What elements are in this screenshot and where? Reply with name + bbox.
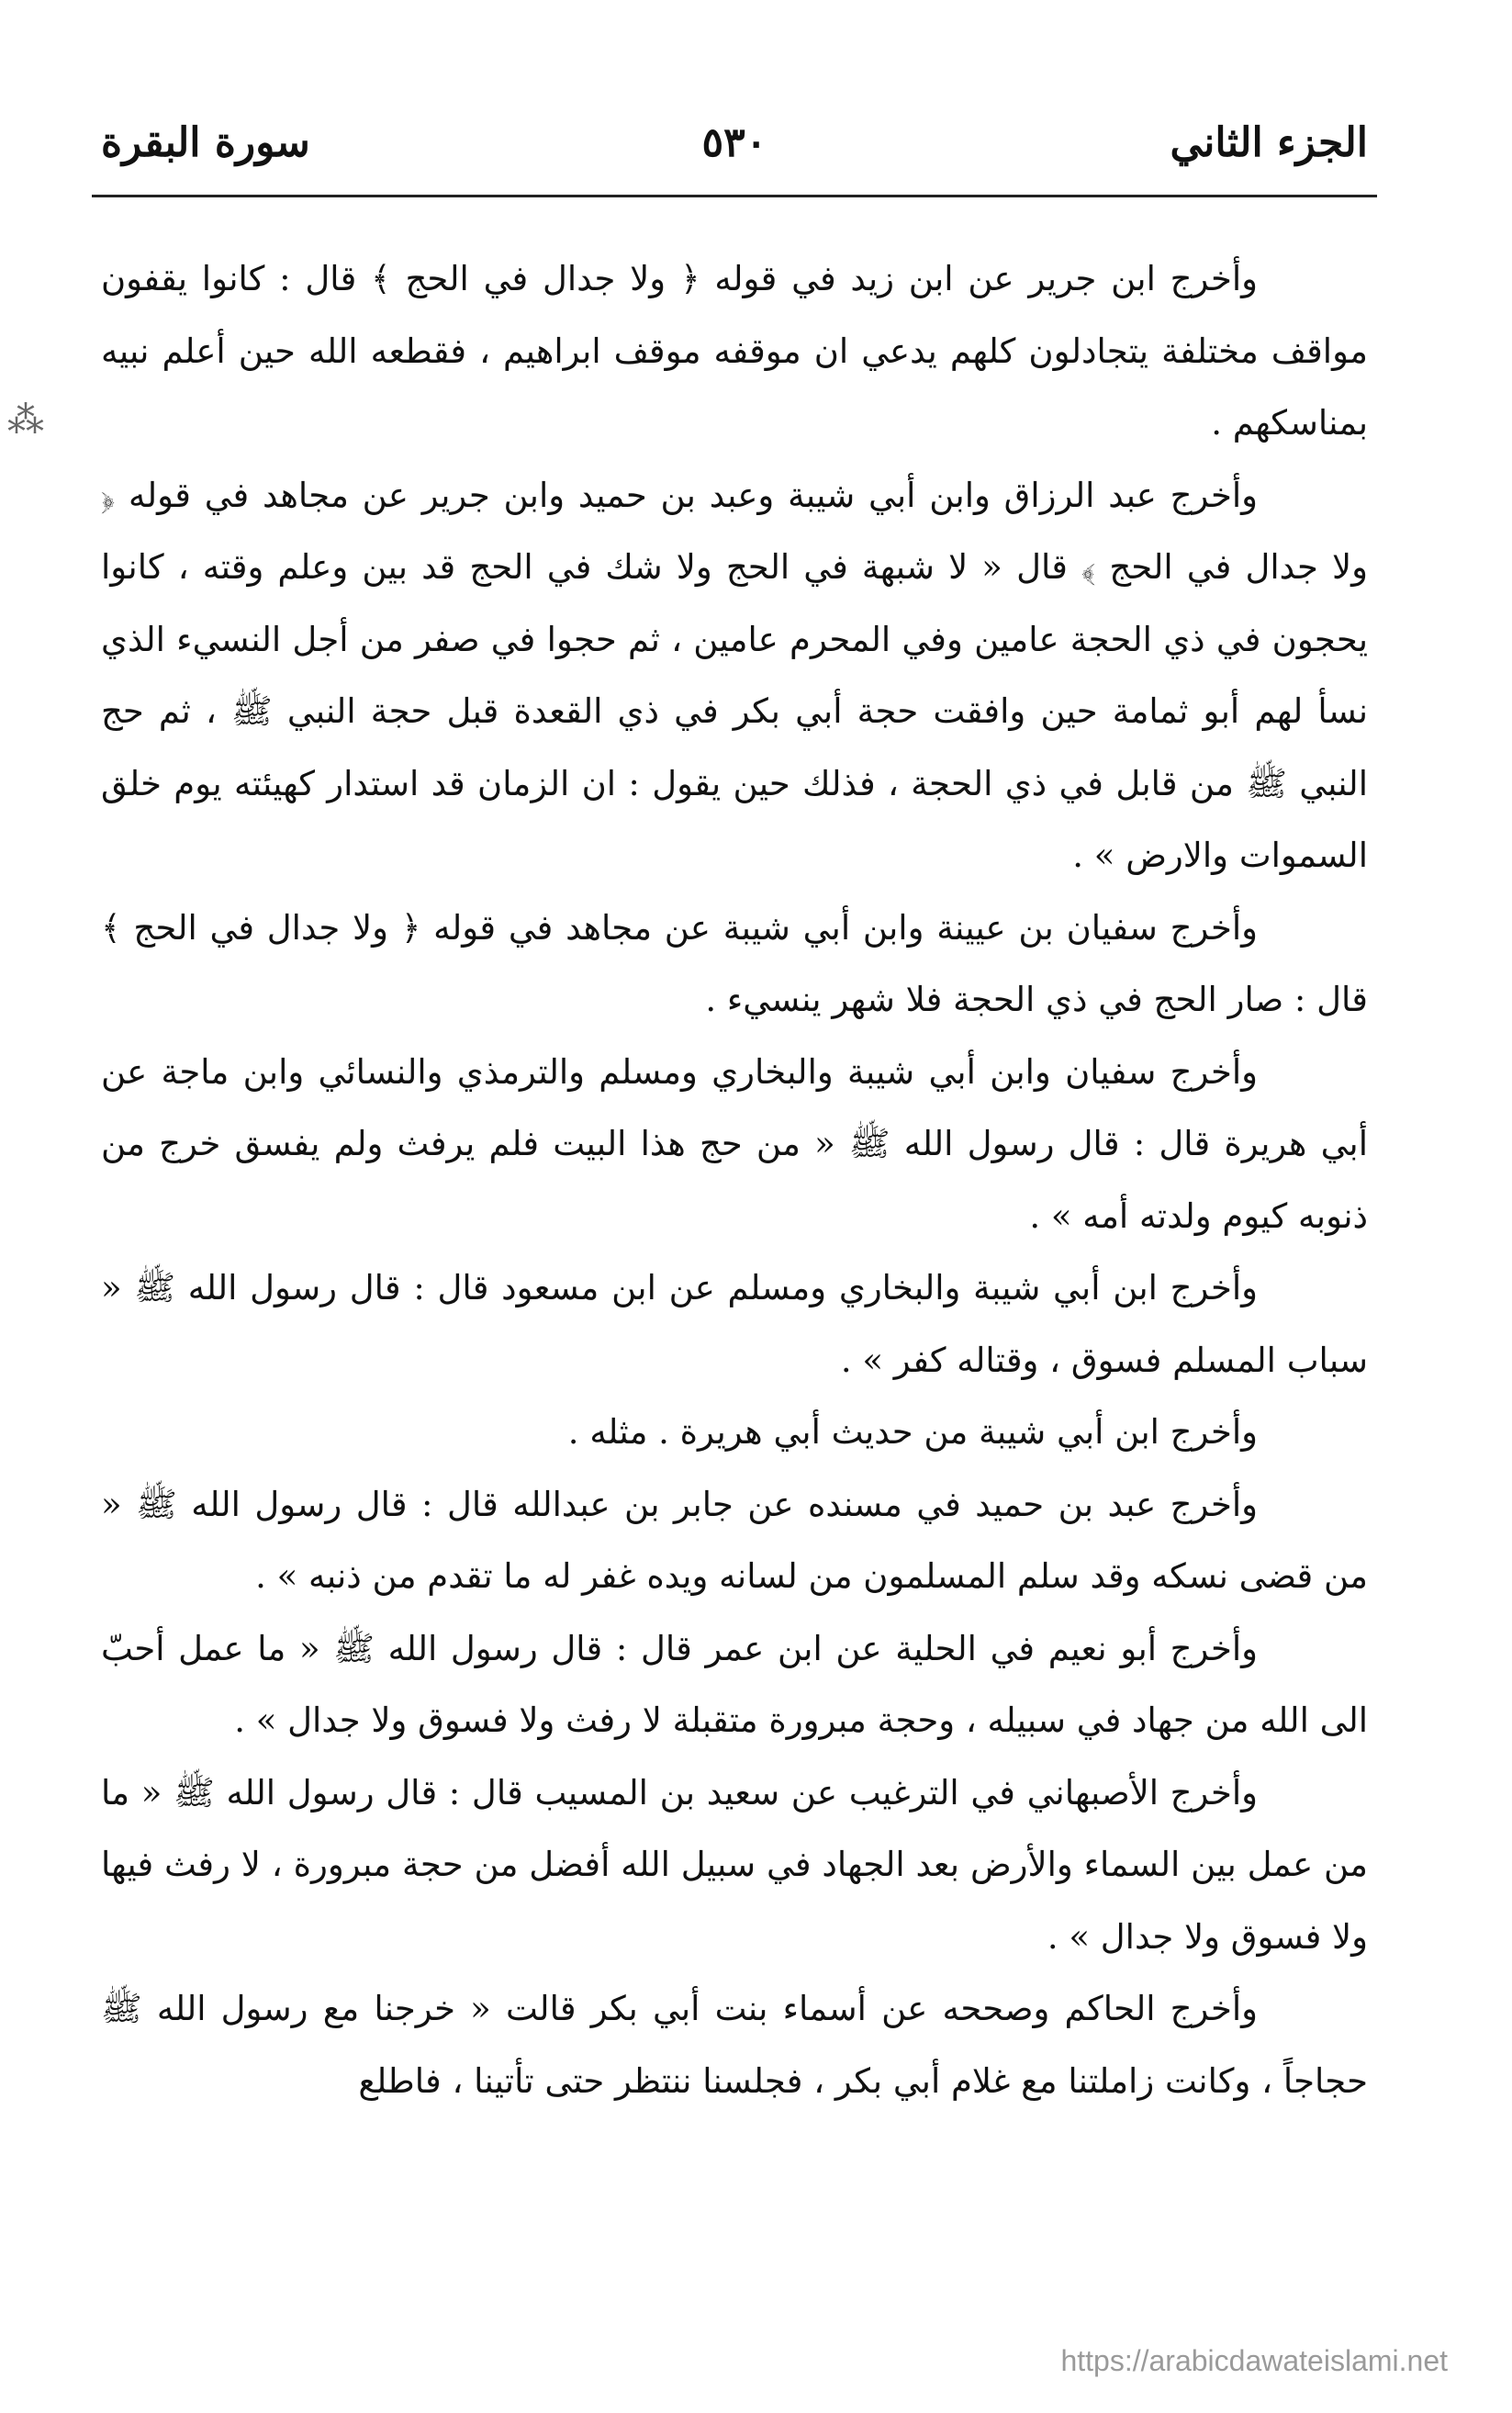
page-body	[101, 243, 1368, 2117]
paragraph: وأخرج ابن أبي شيبة والبخاري ومسلم عن ابن مسعود قال : قال رسول الله ﷺ « سباب المسلم فسوق ، وقتاله كفر » .	[101, 1268, 1368, 1380]
paragraph: وأخرج سفيان بن عيينة وابن أبي شيبة عن مجاهد في قوله ﴿ ولا جدال في الحج ﴾ قال : صار الحج في ذي الحجة فلا شهر ينسيء .	[101, 907, 1368, 1019]
paragraph: وأخرج عبد بن حميد في مسنده عن جابر بن عبدالله قال : قال رسول الله ﷺ « من قضى نسكه وقد سلم المسلمون من لسانه ويده غفر له ما تقدم من ذنبه » .	[101, 1484, 1368, 1596]
paragraph: وأخرج الحاكم وصححه عن أسماء بنت أبي بكر قالت « خرجنا مع رسول الله ﷺ حجاجاً ، وكانت زاملتنا مع غلام أبي بكر ، فجلسنا ننتظر حتى تأتينا ، فاطلع	[101, 1989, 1368, 2101]
paragraph: وأخرج سفيان وابن أبي شيبة والبخاري ومسلم والترمذي والنسائي وابن ماجة عن أبي هريرة قال : قال رسول الله ﷺ « من حج هذا البيت فلم يرفث ولم يفسق خرج من ذنوبه كيوم ولدته أمه » .	[101, 1051, 1368, 1236]
part-label: الجزء الثاني	[1170, 119, 1368, 166]
paragraph: وأخرج ابن أبي شيبة من حديث أبي هريرة . مثله .	[567, 1412, 1258, 1452]
surah-label: سورة البقرة	[101, 119, 310, 166]
page-number: ٥٣٠	[701, 119, 767, 166]
page-header	[101, 110, 1368, 193]
paragraph: وأخرج ابن جرير عن ابن زيد في قوله ﴿ ولا جدال في الحج ﴾ قال : كانوا يقفون مواقف مختلفة يتجادلون كلهم يدعي ان موقفه موقف ابراهيم ، فقطعه الله حين أعلم نبيه بمناسكهم .	[101, 259, 1368, 443]
paragraph: وأخرج عبد الرزاق وابن أبي شيبة وعبد بن حميد وابن جرير عن مجاهد في قوله ﴿ ولا جدال في الحج ﴾ قال « لا شبهة في الحج ولا شك في الحج قد بين وعلم وقته ، كانوا يحجون في ذي الحجة عامين وفي المحرم عامين ، ثم حجوا في صفر من أجل النسيء الذي نسأ لهم أبو ثمامة حين وافقت حجة أبي بكر في ذي القعدة قبل حجة النبي ﷺ ، ثم حج النبي ﷺ من قابل في ذي الحجة ، فذلك حين يقول : ان الزمان قد استدار كهيئته يوم خلق السموات والارض » .	[101, 475, 1368, 875]
header-divider	[92, 195, 1377, 197]
paragraph: وأخرج الأصبهاني في الترغيب عن سعيد بن المسيب قال : قال رسول الله ﷺ « ما من عمل بين السماء والأرض بعد الجهاد في سبيل الله أفضل من حجة مبرورة ، لا رفث فيها ولا فسوق ولا جدال » .	[101, 1772, 1368, 1957]
watermark-url: https://arabicdawateislami.net	[1060, 2344, 1448, 2377]
margin-ink-mark: ⁂	[7, 399, 44, 442]
paragraph: وأخرج أبو نعيم في الحلية عن ابن عمر قال : قال رسول الله ﷺ « ما عمل أحبّ الى الله من جهاد في سبيله ، وحجة مبرورة متقبلة لا رفث ولا فسوق ولا جدال » .	[101, 1628, 1368, 1740]
